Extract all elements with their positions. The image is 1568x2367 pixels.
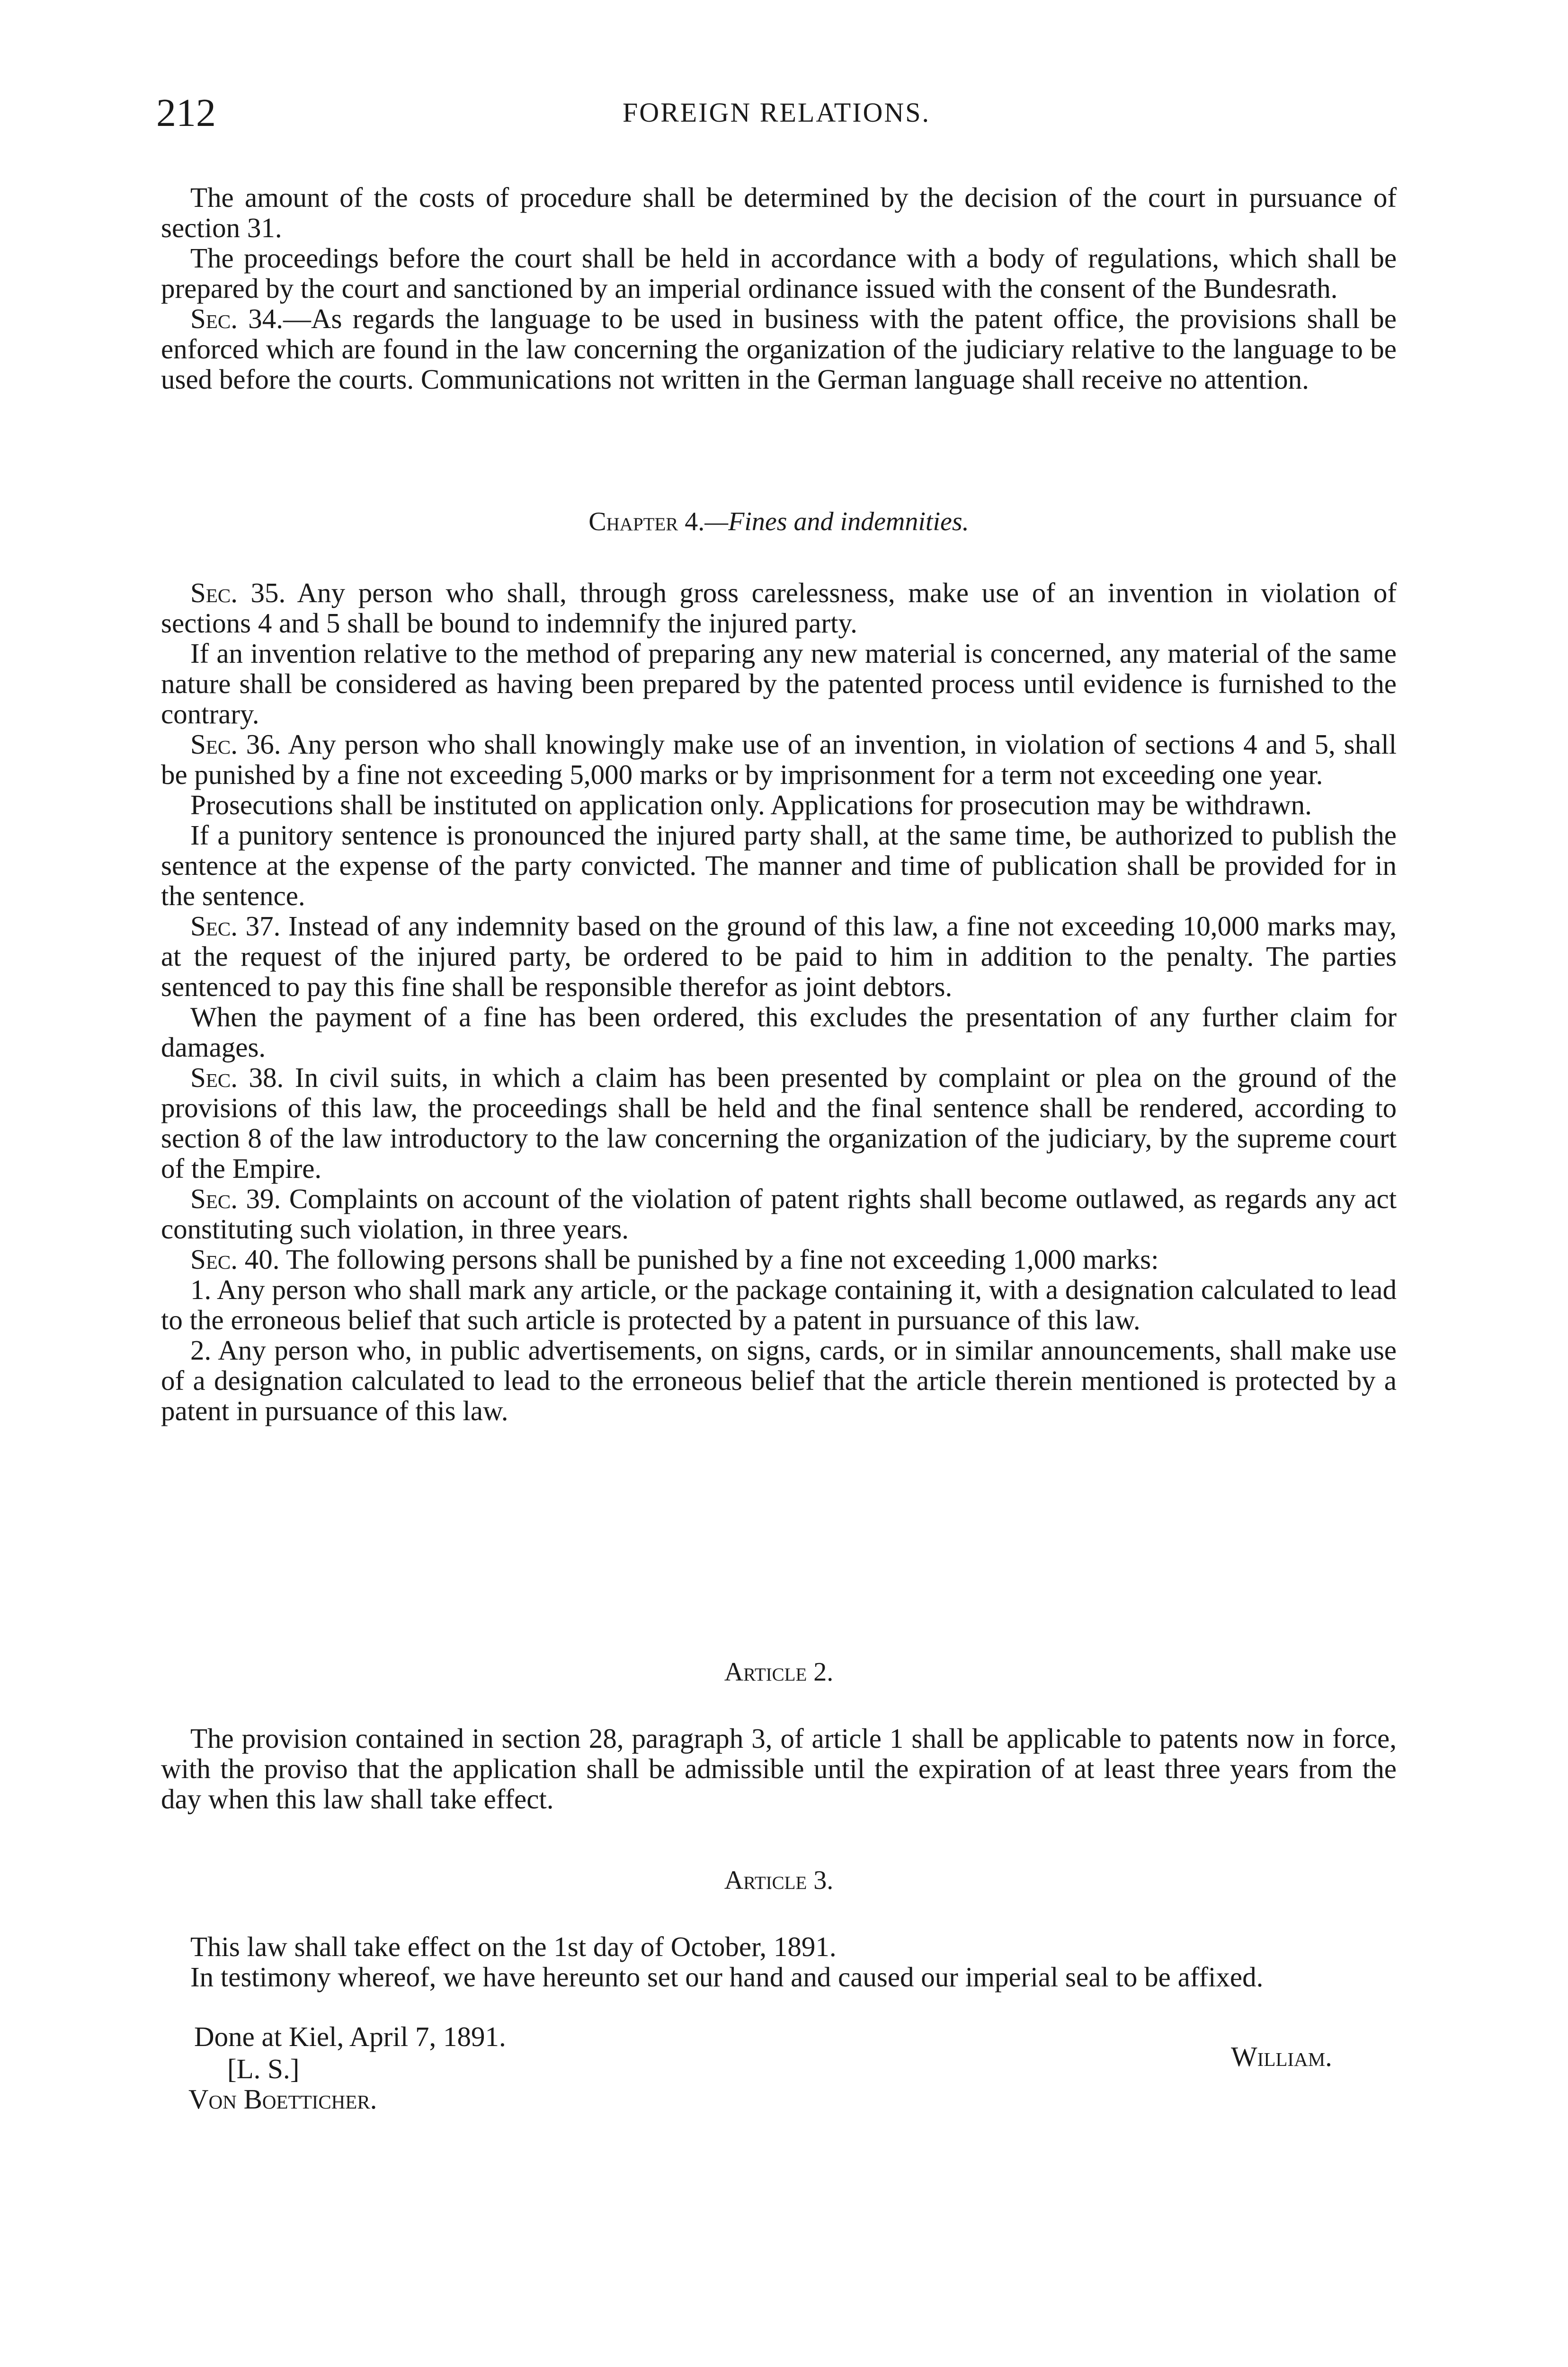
section-text: Complaints on account of the violation of patent rights shall become outlawed, as regards any act constituting such violation, in three years. [161,1183,1397,1245]
paragraph: The proceedings before the court shall be held in accordance with a body of regulations, which shall be prepared by the court and sanctioned by an imperial ordinance issued with the consent of the Bundesrath. [161,242,1397,304]
section-text: —As regards the language to be used in business with the patent office, the provisions shall be enforced which are found in the law concerning the organization of the judiciary relative to the language to be used before the courts. Communications not written in the German language shall receive no attention. [161,303,1397,395]
section-label: Sec. 37. [190,910,281,942]
paragraph: The provision contained in section 28, paragraph 3, of article 1 shall be applicable to patents now in force, with the proviso that the application shall be admissible until the expiration of at least three years from the day when this law shall take effect. [161,1723,1397,1815]
chapter-heading [161,507,1397,537]
section-40 [161,1244,1397,1274]
section-35 [161,578,1397,638]
running-title: FOREIGN RELATIONS. [622,97,931,128]
page-number: 212 [156,91,216,135]
paragraph: This law shall take effect on the 1st day of October, 1891. [190,1931,837,1962]
section-37 [161,911,1397,1002]
section-text: The following persons shall be punished by a fine not exceeding 1,000 marks: [279,1244,1159,1275]
continued-section-text [161,182,1397,394]
chapter-label: Chapter 4. [588,507,705,536]
signature-emperor: William. [1231,2041,1332,2072]
section-text: Any person who shall knowingly make use of an invention, in violation of sections 4 and 5, shall be punished by a fine not exceeding 5,000 marks or by imprisonment for a term not exceeding one year. [161,729,1397,790]
chapter-title: —Fines and indemnities. [704,507,969,536]
paragraph: The amount of the costs of procedure shall be determined by the decision of the court in pursuance of section 31. [161,182,1397,243]
section-text: In civil suits, in which a claim has been presented by complaint or plea on the ground of the provisions of this law, the proceedings shall be held and the final sentence shall be rendered, according to section 8 of the law introductory to the law concerning the organization of the judiciary, by the supreme court of the Empire. [161,1062,1397,1184]
section-label: Sec. 40. [190,1244,280,1275]
chapter-4-text [161,578,1397,1426]
paragraph: In testimony whereof, we have hereunto set our hand and caused our imperial seal to be affixed. [190,1961,1264,1993]
list-item: 1. Any person who shall mark any article, or the package containing it, with a designation calculated to lead to the erroneous belief that such article is protected by a patent in pursuance of this law. [161,1274,1397,1335]
section-text: Instead of any indemnity based on the ground of this law, a fine not exceeding 10,000 marks may, at the request of the injured party, be ordered to be paid to him in addition to the penalty. The parties sentenced to pay this fine shall be responsible therefor as joint debtors. [161,910,1397,1002]
section-label: Sec. 36. [190,729,281,760]
seal-mark: [L. S.] [227,2053,300,2084]
list-item: 2. Any person who, in public advertisements, on signs, cards, or in similar announcements, shall make use of a designation calculated to lead to the erroneous belief that the article therein mentioned is protected by a patent in pursuance of this law. [161,1335,1397,1426]
article-label: Article 3. [724,1866,834,1895]
page-header [156,90,1397,147]
section-label: Sec. 39. [190,1183,281,1214]
section-label: Sec. 38. [190,1062,284,1093]
article-label: Article 2. [724,1657,834,1687]
article-2-text [161,1723,1397,1814]
paragraph: If an invention relative to the method of preparing any new material is concerned, any material of the same nature shall be considered as having been prepared by the patented process until evidence is furnished to the contrary. [161,638,1397,730]
place-date-line: Done at Kiel, April 7, 1891. [194,2021,506,2052]
section-39 [161,1184,1397,1244]
section-text: Any person who shall, through gross carelessness, make use of an invention in violation of sections 4 and 5 shall be bound to indemnify the injured party. [161,577,1397,639]
paragraph: Prosecutions shall be instituted on application only. Applications for prosecution may be withdrawn. [190,789,1312,820]
section-36 [161,729,1397,790]
signature-minister: Von Boetticher. [188,2083,377,2115]
section-label: Sec. 35. [190,577,286,608]
article-2-heading [161,1657,1397,1687]
section-34 [161,303,1397,394]
article-3-heading [161,1865,1397,1895]
paragraph: If a punitory sentence is pronounced the injured party shall, at the same time, be authorized to publish the sentence at the expense of the party convicted. The manner and time of publication shall be provided for in the sentence. [161,819,1397,911]
section-label: Sec. 34. [190,303,283,334]
section-38 [161,1062,1397,1184]
article-3-text [161,1931,1397,1992]
paragraph: When the payment of a fine has been ordered, this excludes the presentation of any further claim for damages. [161,1001,1397,1063]
